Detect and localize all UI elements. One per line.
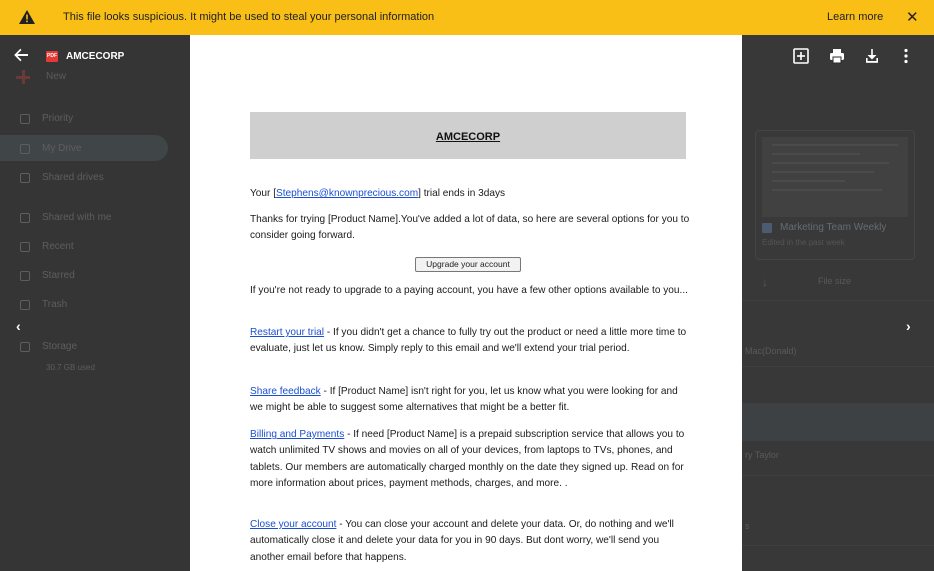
learn-more-link[interactable]: Learn more <box>827 11 884 23</box>
billing-paragraph <box>250 427 690 492</box>
new-button <box>9 63 37 91</box>
card-subtitle: Edited in the past week <box>762 238 845 247</box>
file-name: AMCECORP <box>66 51 125 62</box>
sidebar-item-trash <box>20 299 67 310</box>
restart-text: - If you didn't get a chance to fully try out the product or need a little more time to evaluate, just let us know. Simply reply to this email and we'll extend your trial period. <box>250 327 687 355</box>
sidebar-item-shared-with-me <box>20 212 111 223</box>
sidebar-item-label: Priority <box>42 113 74 124</box>
sidebar-item-shared-drives <box>20 172 104 183</box>
share-feedback-link[interactable]: Share feedback <box>250 386 321 397</box>
row-divider <box>742 366 934 367</box>
not-ready-paragraph: If you're not ready to upgrade to a paying account, you have a few other options available to you... <box>250 285 688 296</box>
trial-text: ] trial ends in 3days <box>418 188 506 199</box>
drive-sidebar <box>0 35 190 571</box>
download-icon[interactable] <box>863 47 881 65</box>
owner-name: ry Taylor <box>745 450 779 460</box>
feedback-text: - If [Product Name] isn't right for you, let us know what you were looking for and we might be able to suggest some alternatives that might be a better fit. <box>250 386 678 414</box>
trial-text: Your [ <box>250 188 277 199</box>
people-icon <box>20 213 30 223</box>
trial-line <box>250 186 690 202</box>
file-thumbnail <box>762 137 908 217</box>
priority-icon <box>20 114 30 124</box>
thanks-paragraph: Thanks for trying [Product Name].You've added a lot of data, so here are several options for you to consider going forward. <box>250 214 690 242</box>
sidebar-item-priority <box>20 113 73 124</box>
document-page <box>190 35 742 571</box>
email-link[interactable]: Stephens@knownprecious.com <box>276 188 419 199</box>
drive-icon <box>20 144 30 154</box>
row-divider <box>742 300 934 301</box>
sidebar-item-label: Shared with me <box>42 212 112 223</box>
drive-content <box>742 35 934 571</box>
owner-name: s <box>745 521 750 531</box>
sidebar-item-label: My Drive <box>42 143 82 154</box>
sidebar-item-label: Starred <box>42 270 75 281</box>
add-to-drive-icon[interactable] <box>792 47 810 65</box>
upgrade-account-button[interactable]: Upgrade your account <box>415 257 521 272</box>
sidebar-item-my-drive <box>20 143 81 154</box>
company-name: AMCECORP <box>435 131 501 143</box>
billing-payments-link[interactable]: Billing and Payments <box>250 429 345 440</box>
sidebar-item-label: Shared drives <box>42 172 104 183</box>
pdf-file-icon: PDF <box>46 51 58 62</box>
previous-file-arrow-icon[interactable]: ‹ <box>16 318 21 334</box>
row-divider <box>742 545 934 546</box>
trash-icon <box>20 300 30 310</box>
owner-name: Mac(Donald) <box>745 346 797 356</box>
feedback-paragraph <box>250 384 690 417</box>
suspicious-file-banner <box>0 0 934 35</box>
more-vert-icon[interactable] <box>897 47 915 65</box>
sidebar-item-label: Trash <box>42 299 68 310</box>
close-account-paragraph <box>250 517 690 566</box>
back-arrow-icon[interactable] <box>13 47 33 65</box>
close-account-text: - You can close your account and delete your data. Or, do nothing and we'll automatically close it and delete your data for you in 90 days. But dont worry, we'll send you another email before that happens. <box>250 519 674 563</box>
sidebar-item-storage <box>20 341 77 352</box>
sidebar-item-label: Storage <box>42 341 78 352</box>
new-label: New <box>46 71 67 82</box>
file-size-header: File size <box>818 276 852 286</box>
docs-icon <box>762 223 772 233</box>
sidebar-item-recent <box>20 241 74 252</box>
banner-message: This file looks suspicious. It might be used to steal your personal information <box>63 11 435 23</box>
selected-row <box>742 403 934 441</box>
cloud-icon <box>20 342 30 352</box>
restart-paragraph <box>250 325 690 358</box>
next-file-arrow-icon[interactable]: › <box>906 318 911 334</box>
document-header <box>250 112 686 159</box>
restart-trial-link[interactable]: Restart your trial <box>250 327 325 338</box>
card-title: Marketing Team Weekly <box>780 222 887 233</box>
sidebar-item-starred <box>20 270 75 281</box>
storage-used: 30.7 GB used <box>46 363 95 372</box>
billing-text: - If need [Product Name] is a prepaid subscription service that allows you to watch unlimited TV shows and movies on all of your devices, from laptops to TVs, phones, and tablets. Our members are automatically charged monthly on the date they signed up. Read on for more information about prices, payment methods, charges, and more. . <box>250 429 685 489</box>
sort-arrow-icon: ↓ <box>762 275 768 289</box>
print-icon[interactable] <box>828 47 846 65</box>
sidebar-item-label: Recent <box>42 241 74 252</box>
close-icon[interactable]: ✕ <box>906 9 919 26</box>
clock-icon <box>20 242 30 252</box>
warning-icon <box>19 10 35 24</box>
close-account-link[interactable]: Close your account <box>250 519 337 530</box>
star-icon <box>20 271 30 281</box>
shared-drives-icon <box>20 173 30 183</box>
suggested-file-card <box>755 130 915 260</box>
plus-icon <box>9 63 37 91</box>
row-divider <box>742 475 934 476</box>
